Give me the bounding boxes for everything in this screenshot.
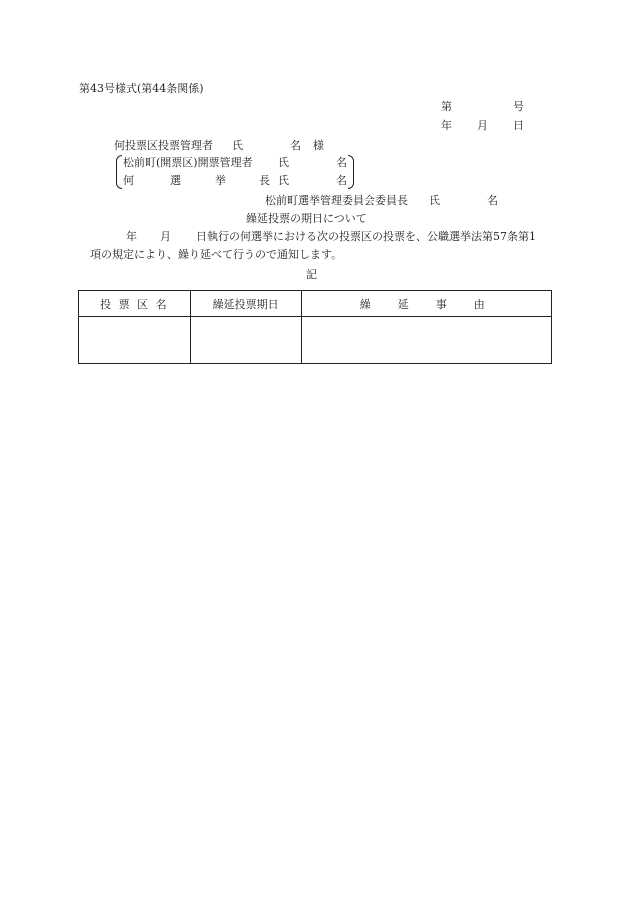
- subject: 繰延投票の期日について: [246, 212, 367, 225]
- cc-right-bracket: [348, 155, 354, 189]
- sender-title: 松前町選挙管理委員会委員長: [265, 194, 408, 207]
- cc2-c2: 選: [170, 174, 181, 187]
- number-suffix: 号: [513, 100, 524, 113]
- number-prefix: 第: [441, 100, 452, 113]
- cc2-c4: 長: [259, 174, 270, 187]
- addressee-sama: 様: [313, 139, 324, 152]
- cc2-c1: 何: [123, 174, 134, 187]
- addressee-mei: 名: [290, 139, 301, 152]
- form-id: 第43号様式(第44条関係): [79, 82, 204, 95]
- body-line1-text: 日執行の何選挙における次の投票区の投票を、公職選挙法第57条第1: [196, 230, 536, 243]
- body-line-1: [126, 230, 536, 244]
- number-line: [441, 100, 524, 114]
- cc2-c3: 挙: [215, 174, 226, 187]
- header-district-name: 投 票 区 名: [79, 291, 191, 317]
- body-year: 年: [126, 230, 137, 243]
- cc1-shi: 氏: [278, 156, 289, 169]
- sender-shi: 氏: [429, 194, 440, 207]
- date-year: 年: [441, 119, 452, 132]
- header-deferred-date: 繰延投票期日: [190, 291, 301, 317]
- addressee-title: 何投票区投票管理者: [114, 139, 213, 152]
- cc2-mei: 名: [336, 174, 347, 187]
- cell-district-name: [79, 317, 191, 364]
- cell-deferral-reason: [301, 317, 552, 364]
- sender-line: [265, 194, 498, 208]
- header-deferral-reason: 繰 延 事 由: [301, 291, 552, 317]
- ki-heading: 記: [306, 268, 317, 281]
- date-day: 日: [513, 119, 524, 132]
- table-row: [79, 317, 552, 364]
- table-header-row: [79, 291, 552, 317]
- cc-line-2: [123, 174, 347, 188]
- cc2-shi: 氏: [278, 174, 289, 187]
- deferral-table: [78, 290, 552, 364]
- cc-line-1: [123, 156, 347, 170]
- addressee-line: [114, 139, 324, 153]
- addressee-shi: 氏: [232, 139, 243, 152]
- body-line-2: 項の規定により、繰り延べて行うので通知します。: [90, 248, 343, 261]
- cc1-mei: 名: [336, 156, 347, 169]
- cell-deferred-date: [190, 317, 301, 364]
- cc-left-bracket: [116, 155, 122, 189]
- cc1-title: 松前町(開票区)開票管理者: [123, 156, 253, 169]
- sender-mei: 名: [487, 194, 498, 207]
- date-month: 月: [477, 119, 488, 132]
- date-line: [441, 119, 524, 133]
- body-month: 月: [160, 230, 171, 243]
